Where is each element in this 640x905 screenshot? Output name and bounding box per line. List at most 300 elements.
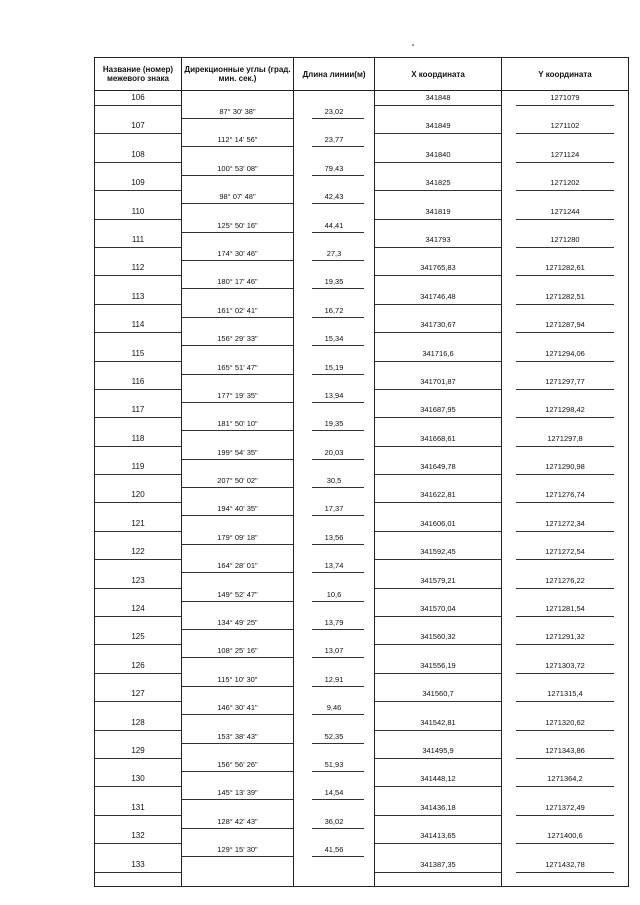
marker-name: 132 bbox=[131, 831, 145, 841]
underline bbox=[95, 502, 181, 503]
underline bbox=[516, 730, 614, 731]
underline bbox=[516, 247, 614, 248]
cell-direction-angle bbox=[182, 574, 294, 602]
cell-x-coordinate bbox=[375, 91, 502, 120]
cell-direction-angle bbox=[182, 233, 294, 261]
table-row bbox=[95, 488, 629, 516]
cell-x-coordinate bbox=[375, 744, 502, 772]
underline bbox=[375, 417, 501, 418]
table-row bbox=[95, 347, 629, 375]
y-coordinate: 1271372,49 bbox=[545, 802, 585, 812]
underline bbox=[95, 219, 181, 220]
underline bbox=[375, 361, 501, 362]
x-coordinate: 341668,61 bbox=[420, 433, 456, 443]
underline bbox=[375, 758, 501, 759]
cell-line-length bbox=[294, 290, 375, 318]
line-length: 42,43 bbox=[324, 192, 344, 202]
y-coordinate: 1271272,54 bbox=[545, 547, 585, 557]
marker-name: 108 bbox=[131, 149, 145, 159]
cell-line-length bbox=[294, 119, 375, 147]
cell-marker-name bbox=[95, 460, 182, 488]
table-row bbox=[95, 602, 629, 630]
line-length: 20,03 bbox=[324, 447, 344, 457]
cell-x-coordinate bbox=[375, 261, 502, 289]
cell-x-coordinate bbox=[375, 432, 502, 460]
marker-name: 123 bbox=[131, 575, 145, 585]
table-row bbox=[95, 829, 629, 857]
table-row bbox=[95, 630, 629, 658]
cell-marker-name bbox=[95, 205, 182, 233]
x-coordinate: 341849 bbox=[425, 121, 451, 131]
scan-speck bbox=[412, 44, 414, 46]
cell-marker-name bbox=[95, 574, 182, 602]
marker-name: 110 bbox=[131, 206, 145, 216]
cell-y-coordinate bbox=[502, 403, 629, 431]
direction-angle: 153° 38' 43" bbox=[217, 731, 258, 741]
cell-marker-name bbox=[95, 687, 182, 715]
direction-angle: 145° 13' 39" bbox=[217, 788, 258, 798]
cell-marker-name bbox=[95, 517, 182, 545]
cell-x-coordinate bbox=[375, 659, 502, 687]
marker-name: 130 bbox=[131, 774, 145, 784]
cell-y-coordinate bbox=[502, 602, 629, 630]
cell-direction-angle bbox=[182, 602, 294, 630]
marker-name: 114 bbox=[131, 320, 145, 330]
direction-angle: 115° 10' 30" bbox=[217, 674, 258, 684]
cell-y-coordinate bbox=[502, 460, 629, 488]
y-coordinate: 1271281,54 bbox=[545, 604, 585, 614]
line-length: 13,79 bbox=[324, 618, 344, 628]
marker-name: 112 bbox=[131, 263, 145, 273]
x-coordinate: 341840 bbox=[425, 149, 451, 159]
marker-name: 133 bbox=[131, 859, 145, 869]
cell-direction-angle bbox=[182, 205, 294, 233]
underline bbox=[516, 275, 614, 276]
cell-x-coordinate bbox=[375, 545, 502, 573]
line-length: 15,19 bbox=[324, 362, 344, 372]
underline bbox=[375, 644, 501, 645]
x-coordinate: 341556,19 bbox=[420, 660, 456, 670]
cell-marker-name bbox=[95, 318, 182, 346]
cell-direction-angle bbox=[182, 829, 294, 857]
direction-angle: 181° 50' 10" bbox=[217, 419, 258, 429]
underline bbox=[95, 843, 181, 844]
direction-angle: 199° 54' 35" bbox=[217, 447, 258, 457]
cell-y-coordinate bbox=[502, 432, 629, 460]
underline bbox=[516, 304, 614, 305]
underline bbox=[95, 332, 181, 333]
x-coordinate: 341413,65 bbox=[420, 831, 456, 841]
underline bbox=[375, 701, 501, 702]
underline bbox=[375, 588, 501, 589]
underline bbox=[375, 502, 501, 503]
cell-y-coordinate bbox=[502, 205, 629, 233]
cell-y-coordinate bbox=[502, 233, 629, 261]
direction-angle: 180° 17' 46" bbox=[217, 277, 258, 287]
cell-line-length bbox=[294, 602, 375, 630]
table-row bbox=[95, 772, 629, 800]
x-coordinate: 341687,95 bbox=[420, 405, 456, 415]
table-row bbox=[95, 858, 629, 887]
cell-marker-name bbox=[95, 545, 182, 573]
underline bbox=[516, 389, 614, 390]
line-length: 41,56 bbox=[324, 845, 344, 855]
cell-direction-angle bbox=[182, 659, 294, 687]
x-coordinate: 341716,6 bbox=[422, 348, 454, 358]
y-coordinate: 1271297,77 bbox=[545, 376, 585, 386]
cell-x-coordinate bbox=[375, 602, 502, 630]
underline bbox=[95, 559, 181, 560]
underline bbox=[375, 872, 501, 873]
y-coordinate: 1271282,61 bbox=[545, 263, 585, 273]
marker-name: 107 bbox=[131, 121, 145, 131]
x-coordinate: 341436,18 bbox=[420, 802, 456, 812]
underline bbox=[516, 843, 614, 844]
underline bbox=[95, 474, 181, 475]
cell-x-coordinate bbox=[375, 375, 502, 403]
cell-line-length bbox=[294, 744, 375, 772]
underline bbox=[95, 701, 181, 702]
cell-marker-name bbox=[95, 829, 182, 857]
underline bbox=[95, 616, 181, 617]
x-coordinate: 341746,48 bbox=[420, 291, 456, 301]
cell-direction-angle bbox=[182, 403, 294, 431]
header-x-coordinate: X координата bbox=[375, 58, 502, 91]
cell-direction-angle bbox=[182, 858, 294, 887]
y-coordinate: 1271298,42 bbox=[545, 405, 585, 415]
underline bbox=[516, 133, 614, 134]
x-coordinate: 341592,45 bbox=[420, 547, 456, 557]
marker-name: 120 bbox=[131, 490, 145, 500]
table-row bbox=[95, 432, 629, 460]
cell-line-length bbox=[294, 233, 375, 261]
cell-line-length bbox=[294, 517, 375, 545]
marker-name: 117 bbox=[131, 405, 145, 415]
underline bbox=[375, 730, 501, 731]
underline bbox=[516, 815, 614, 816]
cell-marker-name bbox=[95, 347, 182, 375]
underline bbox=[375, 247, 501, 248]
marker-name: 122 bbox=[131, 547, 145, 557]
cell-line-length bbox=[294, 829, 375, 857]
x-coordinate: 341765,83 bbox=[420, 263, 456, 273]
line-length: 30,5 bbox=[326, 476, 342, 486]
underline bbox=[375, 531, 501, 532]
header-direction-angle: Дирекционные углы (град. мин. сек.) bbox=[182, 58, 294, 91]
underline bbox=[95, 446, 181, 447]
cell-y-coordinate bbox=[502, 574, 629, 602]
underline bbox=[516, 701, 614, 702]
cell-x-coordinate bbox=[375, 772, 502, 800]
table-row bbox=[95, 744, 629, 772]
table-row bbox=[95, 801, 629, 829]
line-length: 19,35 bbox=[324, 277, 344, 287]
x-coordinate: 341819 bbox=[425, 206, 451, 216]
cell-x-coordinate bbox=[375, 488, 502, 516]
underline bbox=[95, 190, 181, 191]
direction-angle: 161° 02' 41" bbox=[217, 305, 258, 315]
y-coordinate: 1271400,6 bbox=[547, 831, 583, 841]
marker-name: 113 bbox=[131, 291, 145, 301]
underline bbox=[95, 275, 181, 276]
cell-line-length bbox=[294, 432, 375, 460]
direction-angle: 128° 42' 43" bbox=[217, 816, 258, 826]
cell-line-length bbox=[294, 460, 375, 488]
cell-y-coordinate bbox=[502, 176, 629, 204]
table-row bbox=[95, 233, 629, 261]
underline bbox=[95, 162, 181, 163]
underline bbox=[516, 474, 614, 475]
table-row bbox=[95, 261, 629, 289]
underline bbox=[516, 446, 614, 447]
line-length: 13,74 bbox=[324, 561, 344, 571]
line-length: 9,46 bbox=[326, 703, 342, 713]
cell-marker-name bbox=[95, 432, 182, 460]
direction-angle: 108° 25' 16" bbox=[217, 646, 258, 656]
underline bbox=[516, 105, 614, 106]
cell-marker-name bbox=[95, 744, 182, 772]
table-row bbox=[95, 176, 629, 204]
x-coordinate: 341579,21 bbox=[420, 575, 456, 585]
line-length: 36,02 bbox=[324, 816, 344, 826]
underline bbox=[375, 843, 501, 844]
cell-y-coordinate bbox=[502, 375, 629, 403]
underline bbox=[516, 616, 614, 617]
cell-marker-name bbox=[95, 91, 182, 120]
cell-direction-angle bbox=[182, 432, 294, 460]
cell-y-coordinate bbox=[502, 744, 629, 772]
cell-direction-angle bbox=[182, 290, 294, 318]
underline bbox=[375, 389, 501, 390]
cell-x-coordinate bbox=[375, 630, 502, 658]
cell-y-coordinate bbox=[502, 630, 629, 658]
cell-direction-angle bbox=[182, 488, 294, 516]
line-length: 13,56 bbox=[324, 532, 344, 542]
direction-angle: 125° 50' 16" bbox=[217, 220, 258, 230]
y-coordinate: 1271294,06 bbox=[545, 348, 585, 358]
underline bbox=[375, 133, 501, 134]
x-coordinate: 341793 bbox=[425, 234, 451, 244]
direction-angle: 174° 30' 46" bbox=[217, 248, 258, 258]
cell-direction-angle bbox=[182, 716, 294, 744]
underline bbox=[375, 219, 501, 220]
cell-line-length bbox=[294, 630, 375, 658]
underline bbox=[95, 815, 181, 816]
line-length: 10,6 bbox=[326, 589, 342, 599]
line-length: 14,54 bbox=[324, 788, 344, 798]
cell-y-coordinate bbox=[502, 148, 629, 176]
underline bbox=[375, 673, 501, 674]
cell-direction-angle bbox=[182, 148, 294, 176]
underline bbox=[375, 559, 501, 560]
underline bbox=[375, 190, 501, 191]
x-coordinate: 341560,7 bbox=[422, 689, 454, 699]
y-coordinate: 1271102 bbox=[550, 121, 580, 131]
header-marker-name: Название (номер) межевого знака bbox=[95, 58, 182, 91]
y-coordinate: 1271276,22 bbox=[545, 575, 585, 585]
y-coordinate: 1271282,51 bbox=[545, 291, 585, 301]
table-row bbox=[95, 91, 629, 120]
cell-line-length bbox=[294, 858, 375, 887]
underline bbox=[95, 133, 181, 134]
cell-x-coordinate bbox=[375, 176, 502, 204]
marker-name: 129 bbox=[131, 745, 145, 755]
direction-angle: 177° 19' 35" bbox=[217, 390, 258, 400]
y-coordinate: 1271364,2 bbox=[547, 774, 583, 784]
cell-direction-angle bbox=[182, 687, 294, 715]
cell-y-coordinate bbox=[502, 488, 629, 516]
cell-direction-angle bbox=[182, 801, 294, 829]
table-row bbox=[95, 375, 629, 403]
marker-name: 111 bbox=[131, 234, 145, 244]
direction-angle: 87° 30' 38" bbox=[219, 107, 256, 116]
line-length: 16,72 bbox=[324, 305, 344, 315]
cell-line-length bbox=[294, 176, 375, 204]
cell-line-length bbox=[294, 659, 375, 687]
cell-direction-angle bbox=[182, 318, 294, 346]
line-length: 23,77 bbox=[324, 135, 344, 145]
cell-direction-angle bbox=[182, 630, 294, 658]
cell-x-coordinate bbox=[375, 205, 502, 233]
underline bbox=[95, 730, 181, 731]
direction-angle: 156° 29' 33" bbox=[217, 334, 258, 344]
x-coordinate: 341448,12 bbox=[420, 774, 456, 784]
cell-marker-name bbox=[95, 858, 182, 887]
cell-marker-name bbox=[95, 403, 182, 431]
y-coordinate: 1271290,98 bbox=[545, 462, 585, 472]
cell-marker-name bbox=[95, 261, 182, 289]
table-row bbox=[95, 659, 629, 687]
x-coordinate: 341622,81 bbox=[420, 490, 456, 500]
cell-marker-name bbox=[95, 148, 182, 176]
cell-x-coordinate bbox=[375, 233, 502, 261]
cell-direction-angle bbox=[182, 744, 294, 772]
cell-line-length bbox=[294, 91, 375, 120]
cell-y-coordinate bbox=[502, 801, 629, 829]
cell-x-coordinate bbox=[375, 801, 502, 829]
underline bbox=[516, 673, 614, 674]
line-length: 52,35 bbox=[324, 731, 344, 741]
underline bbox=[95, 304, 181, 305]
line-length: 79,43 bbox=[324, 163, 344, 173]
marker-name: 109 bbox=[131, 178, 145, 188]
cell-line-length bbox=[294, 545, 375, 573]
cell-x-coordinate bbox=[375, 290, 502, 318]
x-coordinate: 341730,67 bbox=[420, 320, 456, 330]
cell-x-coordinate bbox=[375, 347, 502, 375]
direction-angle: 129° 15' 30" bbox=[217, 845, 258, 855]
y-coordinate: 1271291,32 bbox=[545, 632, 585, 642]
cell-marker-name bbox=[95, 630, 182, 658]
cell-y-coordinate bbox=[502, 858, 629, 887]
underline bbox=[95, 644, 181, 645]
table-row bbox=[95, 148, 629, 176]
direction-angle: 100° 53' 08" bbox=[217, 163, 258, 173]
cell-marker-name bbox=[95, 602, 182, 630]
cell-line-length bbox=[294, 318, 375, 346]
underline bbox=[516, 872, 614, 873]
cell-x-coordinate bbox=[375, 716, 502, 744]
cell-line-length bbox=[294, 574, 375, 602]
underline bbox=[95, 105, 181, 106]
table-row bbox=[95, 403, 629, 431]
x-coordinate: 341701,87 bbox=[420, 376, 456, 386]
x-coordinate: 341560,32 bbox=[420, 632, 456, 642]
table-row bbox=[95, 545, 629, 573]
table-row bbox=[95, 460, 629, 488]
table-row bbox=[95, 318, 629, 346]
x-coordinate: 341649,78 bbox=[420, 462, 456, 472]
underline bbox=[516, 219, 614, 220]
marker-name: 121 bbox=[131, 518, 145, 528]
cell-y-coordinate bbox=[502, 545, 629, 573]
cell-y-coordinate bbox=[502, 119, 629, 147]
underline bbox=[516, 361, 614, 362]
table-row bbox=[95, 687, 629, 715]
cell-y-coordinate bbox=[502, 829, 629, 857]
underline bbox=[95, 786, 181, 787]
table-row bbox=[95, 716, 629, 744]
header-y-coordinate: Y координата bbox=[502, 58, 629, 91]
marker-name: 116 bbox=[131, 376, 145, 386]
line-length: 23,02 bbox=[324, 107, 344, 116]
table-row bbox=[95, 205, 629, 233]
underline bbox=[375, 786, 501, 787]
underline bbox=[95, 247, 181, 248]
y-coordinate: 1271280 bbox=[550, 234, 580, 244]
cell-x-coordinate bbox=[375, 460, 502, 488]
cell-direction-angle bbox=[182, 347, 294, 375]
marker-name: 127 bbox=[131, 689, 145, 699]
cell-direction-angle bbox=[182, 772, 294, 800]
marker-name: 124 bbox=[131, 604, 145, 614]
direction-angle: 156° 56' 26" bbox=[217, 759, 258, 769]
cell-line-length bbox=[294, 375, 375, 403]
cell-line-length bbox=[294, 801, 375, 829]
underline bbox=[95, 389, 181, 390]
y-coordinate: 1271320,62 bbox=[545, 717, 585, 727]
y-coordinate: 1271272,34 bbox=[545, 518, 585, 528]
y-coordinate: 1271287,94 bbox=[545, 320, 585, 330]
y-coordinate: 1271297,8 bbox=[547, 433, 583, 443]
underline bbox=[95, 531, 181, 532]
cell-y-coordinate bbox=[502, 687, 629, 715]
cell-direction-angle bbox=[182, 545, 294, 573]
x-coordinate: 341570,04 bbox=[420, 604, 456, 614]
underline bbox=[95, 872, 181, 873]
marker-name: 125 bbox=[131, 632, 145, 642]
header-line-length: Длина линии(м) bbox=[294, 58, 375, 91]
cell-x-coordinate bbox=[375, 687, 502, 715]
cell-marker-name bbox=[95, 233, 182, 261]
direction-angle: 98° 07' 48" bbox=[219, 192, 256, 202]
cell-x-coordinate bbox=[375, 119, 502, 147]
line-length: 51,93 bbox=[324, 759, 344, 769]
underline bbox=[375, 815, 501, 816]
table-row bbox=[95, 290, 629, 318]
marker-name: 115 bbox=[131, 348, 145, 358]
underline bbox=[95, 758, 181, 759]
cell-line-length bbox=[294, 687, 375, 715]
underline bbox=[375, 332, 501, 333]
x-coordinate: 341825 bbox=[425, 178, 451, 188]
table-row bbox=[95, 119, 629, 147]
y-coordinate: 1271303,72 bbox=[545, 660, 585, 670]
cell-y-coordinate bbox=[502, 91, 629, 120]
line-length: 19,35 bbox=[324, 419, 344, 429]
y-coordinate: 1271079 bbox=[550, 93, 580, 102]
direction-angle: 112° 14' 56" bbox=[217, 135, 258, 145]
